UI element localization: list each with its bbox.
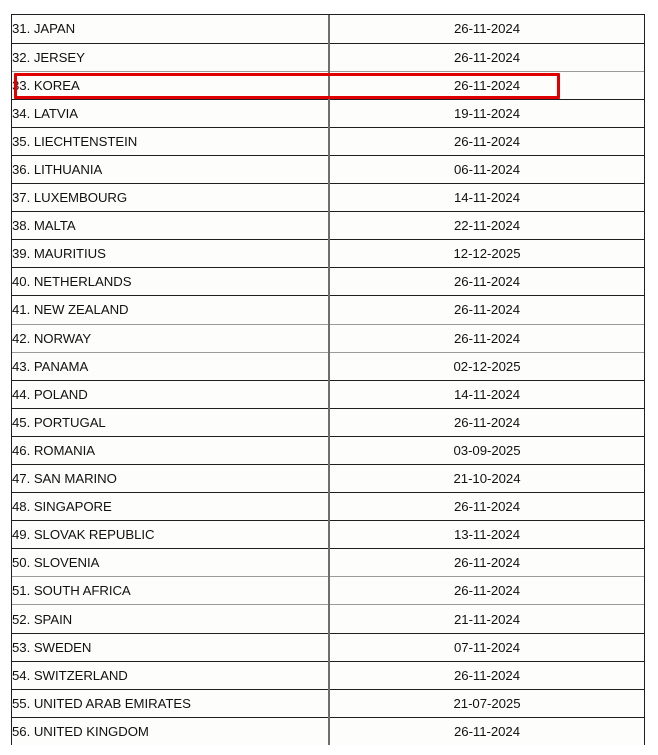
- table-row: [12, 268, 644, 296]
- row-number: 41.: [12, 302, 31, 318]
- country-name: LIECHTENSTEIN: [33, 133, 138, 149]
- country-name: JERSEY: [33, 49, 85, 65]
- table-row: [12, 661, 644, 689]
- table-row: [12, 155, 644, 183]
- cell-date: 07-11-2024: [329, 633, 644, 661]
- table-row: [12, 99, 644, 127]
- row-number: 43.: [12, 358, 31, 374]
- cell-date: 06-11-2024: [329, 155, 644, 183]
- cell-country: [12, 15, 329, 43]
- cell-date: 26-11-2024: [329, 15, 644, 43]
- country-name: NEW ZEALAND: [33, 302, 129, 318]
- cell-country: [12, 296, 329, 324]
- country-name: UNITED ARAB EMIRATES: [33, 695, 191, 711]
- table-row: [12, 352, 644, 380]
- cell-country: [12, 689, 329, 717]
- table-body: [12, 15, 644, 745]
- country-name: UNITED KINGDOM: [33, 724, 149, 740]
- cell-date: 14-11-2024: [329, 184, 644, 212]
- country-name: JAPAN: [33, 21, 76, 37]
- table-row: [12, 240, 644, 268]
- country-name: SLOVAK REPUBLIC: [33, 527, 155, 543]
- cell-date: 21-07-2025: [329, 689, 644, 717]
- cell-date: 21-11-2024: [329, 605, 644, 633]
- country-name: SLOVENIA: [33, 555, 100, 571]
- cell-date: 13-11-2024: [329, 521, 644, 549]
- cell-date: 26-11-2024: [329, 717, 644, 745]
- table-row: [12, 521, 644, 549]
- cell-date: 26-11-2024: [329, 577, 644, 605]
- row-number: 32.: [12, 49, 31, 65]
- cell-date: 03-09-2025: [329, 436, 644, 464]
- table-row: [12, 633, 644, 661]
- table-row: [12, 184, 644, 212]
- country-name: LUXEMBOURG: [33, 190, 128, 206]
- cell-date: 22-11-2024: [329, 212, 644, 240]
- cell-date: 26-11-2024: [329, 268, 644, 296]
- cell-country: [12, 493, 329, 521]
- table-row: [12, 549, 644, 577]
- table-row: [12, 127, 644, 155]
- cell-country: [12, 43, 329, 71]
- cell-date: 21-10-2024: [329, 465, 644, 493]
- table-row: [12, 465, 644, 493]
- cell-date: 26-11-2024: [329, 127, 644, 155]
- row-number: 38.: [12, 218, 31, 234]
- table-row: [12, 380, 644, 408]
- table-row: [12, 717, 644, 745]
- row-number: 45.: [12, 414, 31, 430]
- country-name: POLAND: [33, 386, 88, 402]
- country-name: LITHUANIA: [33, 162, 103, 178]
- country-name: ROMANIA: [33, 442, 96, 458]
- cell-country: [12, 99, 329, 127]
- row-number: 47.: [12, 471, 31, 487]
- table-row: [12, 493, 644, 521]
- row-number: 33.: [12, 77, 31, 93]
- cell-date: 26-11-2024: [329, 493, 644, 521]
- row-number: 44.: [12, 386, 31, 402]
- cell-date: 02-12-2025: [329, 352, 644, 380]
- row-number: 51.: [12, 583, 31, 599]
- row-number: 37.: [12, 190, 31, 206]
- country-name: PANAMA: [33, 358, 89, 374]
- cell-date: 12-12-2025: [329, 240, 644, 268]
- country-name: SINGAPORE: [33, 499, 112, 515]
- country-name: SWEDEN: [33, 639, 92, 655]
- row-number: 53.: [12, 639, 31, 655]
- cell-country: [12, 633, 329, 661]
- cell-country: [12, 436, 329, 464]
- country-name: KOREA: [33, 77, 80, 93]
- country-date-table: [11, 14, 645, 745]
- country-name: MAURITIUS: [33, 246, 106, 262]
- country-name: PORTUGAL: [33, 414, 106, 430]
- cell-country: [12, 661, 329, 689]
- country-name: NORWAY: [33, 330, 92, 346]
- row-number: 55.: [12, 695, 31, 711]
- row-number: 56.: [12, 724, 31, 740]
- cell-country: [12, 352, 329, 380]
- row-number: 34.: [12, 105, 31, 121]
- table-row: [12, 605, 644, 633]
- row-number: 31.: [12, 21, 31, 37]
- table-row: [12, 43, 644, 71]
- cell-country: [12, 521, 329, 549]
- country-name: SPAIN: [33, 611, 73, 627]
- cell-country: [12, 127, 329, 155]
- row-number: 40.: [12, 274, 31, 290]
- table-row: [12, 296, 644, 324]
- table-row: [12, 436, 644, 464]
- cell-country: [12, 549, 329, 577]
- table-row: [12, 15, 644, 43]
- country-name: NETHERLANDS: [33, 274, 132, 290]
- cell-country: [12, 577, 329, 605]
- country-name: LATVIA: [33, 105, 78, 121]
- cell-country: [12, 268, 329, 296]
- cell-country: [12, 380, 329, 408]
- cell-country: [12, 605, 329, 633]
- cell-date: 26-11-2024: [329, 408, 644, 436]
- row-number: 48.: [12, 499, 31, 515]
- country-name: SAN MARINO: [33, 471, 117, 487]
- cell-country: [12, 71, 329, 99]
- cell-date: 19-11-2024: [329, 99, 644, 127]
- row-number: 35.: [12, 133, 31, 149]
- cell-date: 26-11-2024: [329, 296, 644, 324]
- cell-date: 26-11-2024: [329, 43, 644, 71]
- table-row: [12, 408, 644, 436]
- cell-country: [12, 324, 329, 352]
- table-row: [12, 71, 644, 99]
- row-number: 49.: [12, 527, 31, 543]
- cell-country: [12, 155, 329, 183]
- row-number: 46.: [12, 442, 31, 458]
- cell-date: 26-11-2024: [329, 71, 644, 99]
- row-number: 54.: [12, 667, 31, 683]
- row-number: 39.: [12, 246, 31, 262]
- cell-date: 26-11-2024: [329, 661, 644, 689]
- cell-country: [12, 240, 329, 268]
- cell-date: 14-11-2024: [329, 380, 644, 408]
- table: [12, 15, 644, 745]
- table-row: [12, 324, 644, 352]
- row-number: 36.: [12, 162, 31, 178]
- cell-country: [12, 212, 329, 240]
- cell-country: [12, 408, 329, 436]
- table-row: [12, 212, 644, 240]
- table-row: [12, 689, 644, 717]
- cell-country: [12, 184, 329, 212]
- row-number: 42.: [12, 330, 31, 346]
- cell-date: 26-11-2024: [329, 549, 644, 577]
- cell-country: [12, 465, 329, 493]
- country-name: SWITZERLAND: [33, 667, 128, 683]
- table-row: [12, 577, 644, 605]
- country-name: MALTA: [33, 218, 76, 234]
- country-name: SOUTH AFRICA: [33, 583, 131, 599]
- row-number: 52.: [12, 611, 31, 627]
- row-number: 50.: [12, 555, 31, 571]
- cell-country: [12, 717, 329, 745]
- cell-date: 26-11-2024: [329, 324, 644, 352]
